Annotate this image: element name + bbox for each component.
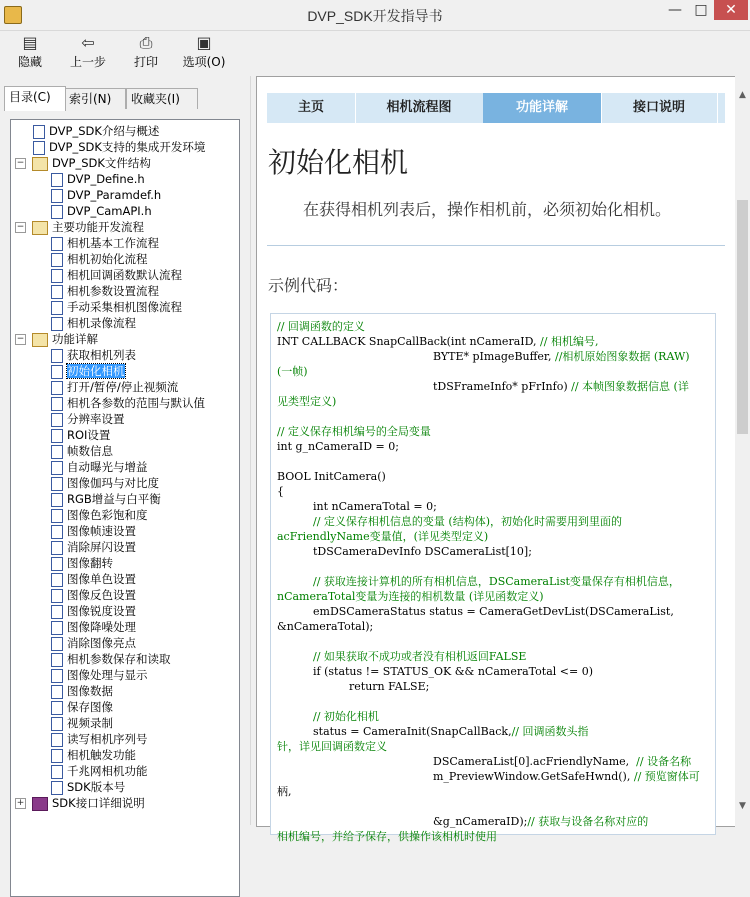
page-icon <box>51 733 63 747</box>
tree-item-label: 视频录制 <box>67 716 113 730</box>
back-label: 上一步 <box>69 55 106 69</box>
tree-item[interactable] <box>51 603 136 619</box>
sidebar <box>0 76 250 825</box>
tree-item-label: 相机触发功能 <box>67 748 136 762</box>
code-line <box>313 514 622 529</box>
contents-tree[interactable] <box>10 119 240 897</box>
code-line <box>277 739 387 754</box>
scroll-down-icon[interactable]: ▼ <box>739 801 746 811</box>
page-icon <box>51 397 63 411</box>
content-pane <box>256 76 735 843</box>
code-line <box>313 499 437 514</box>
back-icon: ⇦ <box>81 33 95 52</box>
code-comment: // 回调函数头指 <box>511 725 589 738</box>
code-text: // 回调函数的定义 <box>277 320 365 333</box>
tree-item[interactable] <box>51 443 113 459</box>
tree-item[interactable] <box>51 315 136 331</box>
tree-item-label: 图像降噪处理 <box>67 620 136 634</box>
tree-item-label: 相机参数保存和读取 <box>67 652 171 666</box>
page-icon <box>51 381 63 395</box>
nav-function-details[interactable]: 功能详解 <box>483 93 602 123</box>
open-book-icon <box>32 221 48 235</box>
tree-item-label: RGB增益与白平衡 <box>67 492 161 506</box>
code-text: int nCameraTotal = 0; <box>313 500 437 513</box>
open-book-icon <box>32 333 48 347</box>
maximize-button[interactable]: □ <box>694 2 708 18</box>
tree-item[interactable] <box>51 267 182 283</box>
scroll-thumb[interactable] <box>737 200 748 434</box>
tree-item-label: 图像锐度设置 <box>67 604 136 618</box>
tree-item-label: 帧数信息 <box>67 444 113 458</box>
code-line <box>313 574 680 589</box>
tree-item[interactable] <box>51 619 136 635</box>
page-icon <box>51 173 63 187</box>
code-text: m_PreviewWindow.GetSafeHwnd(), <box>433 770 634 783</box>
code-text: 相机编号，并给予保存，供操作该相机时使用 <box>277 830 497 843</box>
page-icon <box>51 557 63 571</box>
code-text: if (status != STATUS_OK && nCameraTotal <= 0) <box>313 665 593 678</box>
tree-item-label: 图像伽玛与对比度 <box>67 476 159 490</box>
tree-item-label: 相机初始化流程 <box>67 252 148 266</box>
tree-item-label: DVP_SDK文件结构 <box>52 156 151 170</box>
tree-item[interactable] <box>15 331 98 347</box>
code-line <box>277 469 386 484</box>
tree-item[interactable] <box>51 731 148 747</box>
tree-item[interactable] <box>51 235 159 251</box>
collapse-icon[interactable]: − <box>16 158 25 168</box>
tree-item-label: SDK接口详细说明 <box>52 796 145 810</box>
tree-item-label: 初始化相机 <box>67 364 125 378</box>
code-line <box>277 529 488 544</box>
code-text: &g_nCameraID); <box>433 815 528 828</box>
tree-item[interactable] <box>51 475 159 491</box>
tab-index[interactable]: 索引(N) <box>64 88 126 109</box>
tree-item[interactable] <box>51 411 125 427</box>
page-icon <box>51 653 63 667</box>
code-comment: // 获取与设备名称对应的 <box>527 815 649 828</box>
page-icon <box>51 605 63 619</box>
code-text: nCameraTotal变量为连接的相机数量 (详见函数定义) <box>277 590 544 603</box>
page-icon <box>51 429 63 443</box>
code-text: { <box>277 485 284 498</box>
nav-camera-flowchart[interactable]: 相机流程图 <box>355 93 484 123</box>
code-text: // 初始化相机 <box>313 710 379 723</box>
code-text: emDSCameraStatus status = CameraGetDevList(DSCameraList, <box>313 605 674 618</box>
tree-item-label: 手动采集相机图像流程 <box>67 300 182 314</box>
page-icon <box>51 637 63 651</box>
page-icon <box>51 269 63 283</box>
code-line <box>313 649 526 664</box>
code-text: 见类型定义) <box>277 395 337 408</box>
code-comment: // 本帧图象数据信息 (详 <box>571 380 689 393</box>
tree-item[interactable] <box>51 379 178 395</box>
code-comment: //相机原始图象数据 (RAW) <box>554 350 690 363</box>
tree-item[interactable] <box>51 187 161 203</box>
tree-item-label: 自动曝光与增益 <box>67 460 148 474</box>
code-text: (一帧) <box>277 365 308 378</box>
tree-item-label: 图像帧速设置 <box>67 524 136 538</box>
tree-item-label: 读写相机序列号 <box>67 732 148 746</box>
page-icon <box>51 685 63 699</box>
code-text: tDSCameraDevInfo DSCameraList[10]; <box>313 545 532 558</box>
code-text: INT CALLBACK SnapCallBack(int nCameraID, <box>277 335 541 348</box>
code-text: BOOL InitCamera() <box>277 470 386 483</box>
options-label: 选项(O) <box>182 55 226 69</box>
code-text: tDSFrameInfo* pFrInfo) <box>433 380 572 393</box>
code-line <box>433 349 690 364</box>
tree-item[interactable] <box>51 571 136 587</box>
code-line <box>277 829 497 844</box>
tree-item[interactable] <box>51 763 148 779</box>
tree-item[interactable] <box>51 459 148 475</box>
code-line <box>277 589 544 604</box>
code-text: // 获取连接计算机的所有相机信息，DSCameraList变量保存有相机信息， <box>313 575 680 588</box>
tree-item-label: 消除图像亮点 <box>67 636 136 650</box>
tree-item[interactable] <box>15 795 145 811</box>
tree-item[interactable] <box>51 683 113 699</box>
code-line <box>349 679 429 694</box>
options-icon: ▣ <box>196 33 212 52</box>
code-text: DSCameraList[0].acFriendlyName, <box>433 755 637 768</box>
tree-item[interactable] <box>51 699 113 715</box>
tree-item[interactable] <box>51 539 136 555</box>
collapse-icon[interactable]: − <box>16 334 25 344</box>
code-line <box>313 664 593 679</box>
page-icon <box>51 525 63 539</box>
tree-item-label: 图像处理与显示 <box>67 668 148 682</box>
tree-item-label: 图像色彩饱和度 <box>67 508 148 522</box>
tab-favorites[interactable]: 收藏夹(I) <box>126 88 198 109</box>
print-button[interactable] <box>118 33 174 73</box>
code-line <box>313 709 379 724</box>
tree-item[interactable] <box>33 139 205 155</box>
code-line <box>277 619 373 634</box>
tree-item-label: 相机录像流程 <box>67 316 136 330</box>
tree-item-label: DVP_Paramdef.h <box>67 188 162 202</box>
code-comment: // 预览窗体可 <box>633 770 700 783</box>
code-line <box>277 334 598 349</box>
tree-item[interactable] <box>51 427 110 443</box>
hide-icon: ▤ <box>22 33 38 52</box>
tree-item[interactable] <box>51 587 136 603</box>
code-text: BYTE* pImageBuffer, <box>433 350 555 363</box>
tree-item[interactable] <box>51 283 159 299</box>
code-text: 针，详见回调函数定义 <box>277 740 387 753</box>
code-text: return FALSE; <box>349 680 430 693</box>
page-icon <box>51 301 63 315</box>
page-icon <box>51 237 63 251</box>
tree-item[interactable] <box>51 667 148 683</box>
tree-item[interactable] <box>51 203 152 219</box>
tab-contents[interactable]: 目录(C) <box>4 86 66 111</box>
tree-item-label: ROI设置 <box>67 428 111 442</box>
page-icon <box>51 477 63 491</box>
code-comment: // 相机编号, <box>540 335 599 348</box>
page-icon <box>51 445 63 459</box>
tree-item-label: 图像反色设置 <box>67 588 136 602</box>
code-line <box>433 769 700 784</box>
page-icon <box>51 349 63 363</box>
tree-item-label: 千兆网相机功能 <box>67 764 148 778</box>
tree-item-label: 相机参数设置流程 <box>67 284 159 298</box>
hide-button[interactable] <box>2 33 58 73</box>
code-text: &nCameraTotal); <box>277 620 374 633</box>
tree-item[interactable] <box>51 715 113 731</box>
tree-item-label: 图像翻转 <box>67 556 113 570</box>
code-text: // 如果获取不成功或者没有相机返回FALSE <box>313 650 527 663</box>
page-icon <box>51 461 63 475</box>
tree-item-label: DVP_SDK支持的集成开发环境 <box>49 140 206 154</box>
page-title: 初始化相机 <box>268 146 409 179</box>
tree-item-label: DVP_Define.h <box>67 172 145 186</box>
code-line <box>313 604 674 619</box>
tree-item[interactable] <box>51 171 145 187</box>
open-book-icon <box>32 157 48 171</box>
intro-text: 在获得相机列表后，操作相机前，必须初始化相机。 <box>303 200 672 219</box>
tree-item-label: 功能详解 <box>52 332 98 346</box>
code-text: // 定义保存相机编号的全局变量 <box>277 425 431 438</box>
title-bar <box>0 0 750 31</box>
tree-item[interactable] <box>51 347 136 363</box>
tree-item-label: 相机基本工作流程 <box>67 236 159 250</box>
code-line <box>277 484 284 499</box>
tree-item-label: 主要功能开发流程 <box>52 220 144 234</box>
tree-item[interactable] <box>33 123 159 139</box>
tree-item-label: 相机各参数的范围与默认值 <box>67 396 205 410</box>
page-icon <box>51 365 63 379</box>
page-icon <box>51 573 63 587</box>
tree-item-label: 打开/暂停/停止视频流 <box>67 380 179 394</box>
code-line <box>277 319 365 334</box>
tree-item-label: 保存图像 <box>67 700 113 714</box>
page-icon <box>51 589 63 603</box>
toolbar <box>0 31 750 75</box>
page-icon <box>33 125 45 139</box>
page-icon <box>51 493 63 507</box>
tree-item[interactable] <box>15 219 144 235</box>
tree-item-label: 图像单色设置 <box>67 572 136 586</box>
pane-splitter[interactable] <box>250 76 255 825</box>
tree-item[interactable] <box>15 155 151 171</box>
page-icon <box>51 413 63 427</box>
collapse-icon[interactable]: − <box>16 222 25 232</box>
topic-nav-bar <box>267 93 725 123</box>
scroll-up-icon[interactable]: ▲ <box>739 90 746 100</box>
tree-item[interactable] <box>51 299 182 315</box>
code-line <box>433 754 691 769</box>
tree-item-label: 相机回调函数默认流程 <box>67 268 182 282</box>
print-icon: ⎙ <box>139 33 153 52</box>
page-icon <box>51 621 63 635</box>
code-line <box>277 364 308 379</box>
tree-item-label: 图像数据 <box>67 684 113 698</box>
code-text: int g_nCameraID = 0; <box>277 440 399 453</box>
page-icon <box>51 781 63 795</box>
page-icon <box>51 509 63 523</box>
page-icon <box>51 285 63 299</box>
code-line <box>277 439 399 454</box>
tree-item[interactable] <box>51 747 136 763</box>
tree-item[interactable] <box>51 251 148 267</box>
window-title: DVP_SDK开发指导书 <box>307 8 443 24</box>
code-line <box>313 724 589 739</box>
page-icon <box>51 669 63 683</box>
code-line <box>277 394 336 409</box>
page-icon <box>51 317 63 331</box>
vertical-scrollbar[interactable] <box>735 76 750 825</box>
minimize-button[interactable]: — <box>668 2 682 18</box>
tree-item[interactable] <box>51 555 113 571</box>
code-block <box>270 313 716 843</box>
tree-item[interactable] <box>51 523 136 539</box>
tree-item[interactable] <box>51 491 161 507</box>
code-text: status = CameraInit(SnapCallBack, <box>313 725 512 738</box>
page-icon <box>51 765 63 779</box>
page-icon <box>51 701 63 715</box>
tree-item[interactable] <box>51 651 171 667</box>
tree-item[interactable] <box>51 395 205 411</box>
code-comment: // 设备名称 <box>636 755 692 768</box>
code-text: acFriendlyName变量值，(详见类型定义) <box>277 530 489 543</box>
code-line <box>433 814 648 829</box>
back-button[interactable] <box>60 33 116 73</box>
tree-item-label: 获取相机列表 <box>67 348 136 362</box>
tree-item[interactable] <box>51 779 125 795</box>
nav-home[interactable]: 主页 <box>267 93 356 123</box>
code-text: // 定义保存相机信息的变量 (结构体)，初始化时需要用到里面的 <box>313 515 622 528</box>
page-icon <box>51 717 63 731</box>
print-label: 打印 <box>133 55 158 69</box>
page-icon <box>33 141 45 155</box>
tree-item-label: 分辨率设置 <box>67 412 125 426</box>
divider <box>267 245 725 246</box>
page-icon <box>51 749 63 763</box>
tree-item-label: SDK版本号 <box>67 780 126 794</box>
page-icon <box>51 205 63 219</box>
page-icon <box>51 541 63 555</box>
code-text: 柄, <box>277 785 292 798</box>
nav-interface-docs[interactable]: 接口说明 <box>601 93 718 123</box>
tree-item-label: DVP_SDK介绍与概述 <box>49 124 160 138</box>
page-icon <box>51 189 63 203</box>
code-line <box>313 544 532 559</box>
tree-item[interactable] <box>51 635 136 651</box>
expand-icon[interactable]: + <box>16 798 25 808</box>
tree-item-label: 消除屏闪设置 <box>67 540 136 554</box>
tree-item-label: DVP_CamAPI.h <box>67 204 152 218</box>
tree-item[interactable] <box>51 507 148 523</box>
hide-label: 隐藏 <box>17 55 42 69</box>
code-line <box>433 379 689 394</box>
close-button[interactable]: ✕ <box>714 0 748 20</box>
code-line <box>277 424 431 439</box>
page-icon <box>51 253 63 267</box>
options-button[interactable] <box>176 33 232 73</box>
example-heading: 示例代码： <box>268 276 349 295</box>
tree-item[interactable] <box>51 363 125 379</box>
code-line <box>277 784 292 799</box>
closed-book-icon <box>32 797 48 811</box>
